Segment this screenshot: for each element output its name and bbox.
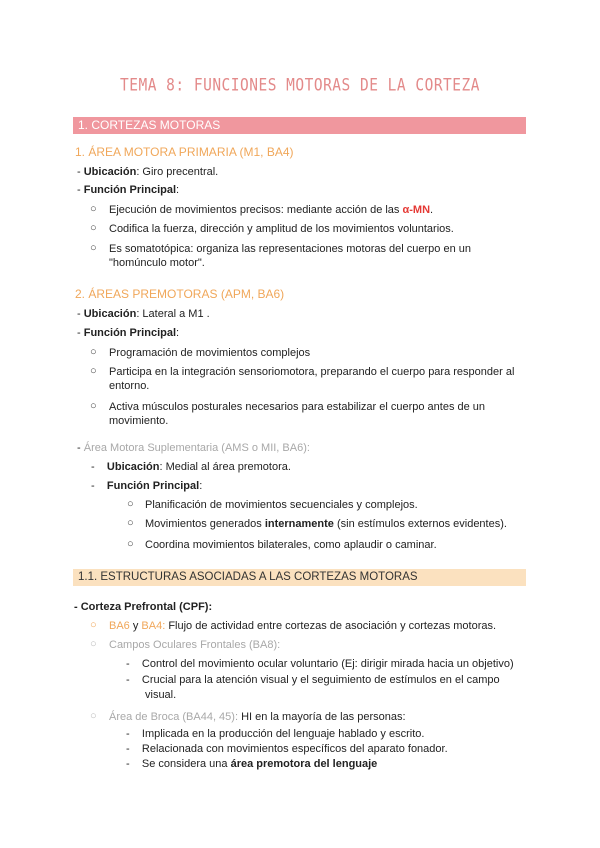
ams-item-2: Movimientos generados internamente (sin estímulos externos evidentes). xyxy=(145,518,507,530)
heading-apm: 2. ÁREAS PREMOTORAS (APM, BA6) xyxy=(75,287,285,301)
m1-item-1: Ejecución de movimientos precisos: mediante acción de las α-MN. xyxy=(109,204,434,216)
cpf-heading: - Corteza Prefrontal (CPF): xyxy=(74,601,213,613)
apm-funcion-label: - Función Principal: xyxy=(77,327,180,339)
ams-heading: - Área Motora Suplementaria (AMS o MII, BA6): xyxy=(77,442,310,454)
cpf-flow: BA6 y BA4: Flujo de actividad entre cortezas de asociación y cortezas motoras. xyxy=(109,620,497,632)
bullet-circle-icon: ○ xyxy=(127,498,134,510)
bullet-circle-icon: ○ xyxy=(90,242,97,254)
ams-funcion-label: - Función Principal: xyxy=(91,480,203,492)
broca-item-2: - Relacionada con movimientos específicos del aparato fonador. xyxy=(126,743,448,755)
ams-ubicacion: - Ubicación: Medial al área premotora. xyxy=(91,461,291,473)
m1-ubicacion: - Ubicación: Giro precentral. xyxy=(77,166,219,178)
broca-item-3: - Se considera una área premotora del lenguaje xyxy=(126,758,378,770)
bullet-circle-icon: ○ xyxy=(90,710,97,722)
bullet-circle-icon: ○ xyxy=(90,203,97,215)
section-estructuras-asociadas: 1.1. ESTRUCTURAS ASOCIADAS A LAS CORTEZAS MOTORAS xyxy=(73,569,526,586)
campos-heading: Campos Oculares Frontales (BA8): xyxy=(109,639,281,651)
broca-heading: Área de Broca (BA44, 45): HI en la mayoría de las personas: xyxy=(109,711,406,723)
m1-item-2: Codifica la fuerza, dirección y amplitud de los movimientos voluntarios. xyxy=(109,223,454,235)
heading-m1: 1. ÁREA MOTORA PRIMARIA (M1, BA4) xyxy=(75,145,294,159)
bullet-circle-icon: ○ xyxy=(90,638,97,650)
m1-funcion-label: - Función Principal: xyxy=(77,184,180,196)
ams-item-3: Coordina movimientos bilaterales, como aplaudir o caminar. xyxy=(145,539,437,551)
m1-item-3-l2: "homúnculo motor". xyxy=(109,257,205,269)
campos-item-2-l1: - Crucial para la atención visual y el seguimiento de estímulos en el campo xyxy=(126,674,500,686)
bullet-circle-icon: ○ xyxy=(90,222,97,234)
apm-item-2-l2: entorno. xyxy=(109,380,150,392)
bullet-circle-icon: ○ xyxy=(90,346,97,358)
apm-ubicacion: - Ubicación: Lateral a M1 . xyxy=(77,308,210,320)
bullet-circle-icon: ○ xyxy=(127,517,134,529)
campos-item-1: - Control del movimiento ocular voluntario (Ej: dirigir mirada hacia un objetivo) xyxy=(126,658,514,670)
ams-item-1: Planificación de movimientos secuenciales y complejos. xyxy=(145,499,418,511)
bullet-circle-icon: ○ xyxy=(90,400,97,412)
campos-item-2-l2: visual. xyxy=(145,689,177,701)
apm-item-3-l2: movimiento. xyxy=(109,415,169,427)
apm-item-2-l1: Participa en la integración sensoriomotora, preparando el cuerpo para responder al xyxy=(109,366,515,378)
bullet-circle-icon: ○ xyxy=(90,365,97,377)
document-title: TEMA 8: FUNCIONES MOTORAS DE LA CORTEZA xyxy=(120,76,480,96)
apm-item-3-l1: Activa músculos posturales necesarios para estabilizar el cuerpo antes de un xyxy=(109,401,486,413)
broca-item-1: - Implicada en la producción del lenguaje hablado y escrito. xyxy=(126,728,425,740)
bullet-circle-icon: ○ xyxy=(90,619,97,631)
bullet-circle-icon: ○ xyxy=(127,538,134,550)
apm-item-1: Programación de movimientos complejos xyxy=(109,347,311,359)
section-cortezas-motoras: 1. CORTEZAS MOTORAS xyxy=(73,117,526,134)
m1-item-3-l1: Es somatotópica: organiza las representaciones motoras del cuerpo en un xyxy=(109,243,471,255)
